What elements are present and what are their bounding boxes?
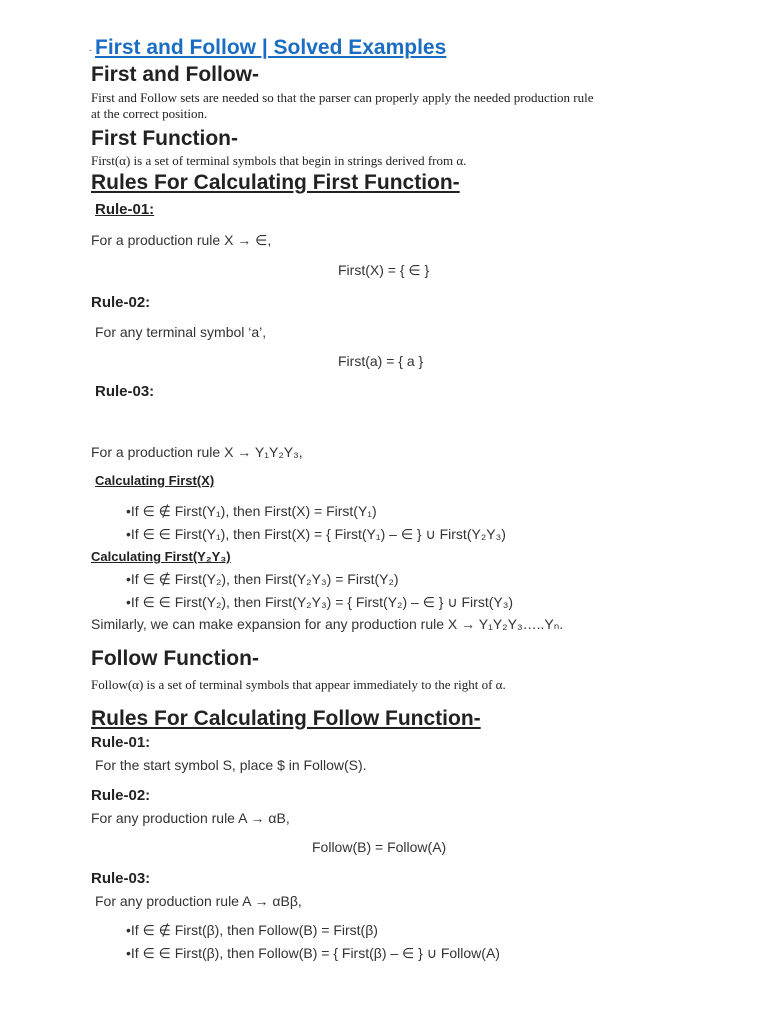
- first-function-definition: First(α) is a set of terminal symbols that begin in strings derived from α.: [91, 153, 467, 168]
- list-item-text: If ∈ ∈ First(Y₁), then First(X) = { First(Y₁) – ∈ } ∪ First(Y₂Y₃): [130, 526, 506, 542]
- first-rule-03-text: For a production rule X → Y₁Y₂Y₃,: [91, 444, 303, 460]
- title-dash: -: [89, 45, 92, 55]
- list-item-text: If ∈ ∉ First(Y₂), then First(Y₂Y₃) = First(Y₂): [130, 571, 399, 587]
- list-item: [126, 922, 378, 939]
- bullet-icon: •: [126, 922, 131, 938]
- follow-rule-02-label: Rule-02:: [91, 787, 151, 804]
- similarly-text: Similarly, we can make expansion for any production rule X → Y₁Y₂Y₃…..Yₙ.: [91, 616, 564, 632]
- list-item-text: If ∈ ∈ First(β), then Follow(B) = { First(β) – ∈ } ∪ Follow(A): [130, 945, 500, 961]
- follow-rule-03-text: For any production rule A → αBβ,: [95, 893, 302, 909]
- follow-rule-01-label: Rule-01:: [91, 734, 151, 751]
- list-item-text: If ∈ ∉ First(β), then Follow(B) = First(β): [130, 922, 378, 938]
- list-item-text: If ∈ ∈ First(Y₂), then First(Y₂Y₃) = { First(Y₂) – ∈ } ∪ First(Y₃): [130, 594, 514, 610]
- first-rule-03-label: Rule-03:: [95, 383, 155, 400]
- intro-heading: First and Follow-: [91, 63, 259, 86]
- first-rule-02-text: For any terminal symbol ‘a’,: [95, 324, 267, 340]
- follow-rule-03-label: Rule-03:: [91, 870, 151, 887]
- follow-rule-02-text: For any production rule A → αB,: [91, 810, 290, 826]
- list-item: [126, 503, 377, 520]
- list-item: [126, 526, 506, 543]
- list-item: [126, 571, 399, 588]
- follow-function-heading: Follow Function-: [91, 647, 259, 670]
- bullet-icon: •: [126, 571, 131, 587]
- bullet-icon: •: [126, 594, 131, 610]
- first-rule-01-label: Rule-01:: [95, 201, 155, 218]
- first-rule-02-label: Rule-02:: [91, 294, 151, 311]
- bullet-icon: •: [126, 945, 131, 961]
- bullet-icon: •: [126, 503, 131, 519]
- intro-text-line2: at the correct position.: [91, 106, 208, 121]
- follow-rule-01-text: For the start symbol S, place $ in Follow(S).: [95, 757, 367, 773]
- calculating-first-y2y3-label: Calculating First(Y₂Y₃): [91, 549, 231, 564]
- first-rule-01-result: First(X) = { ∈ }: [338, 262, 430, 278]
- page-title-link[interactable]: First and Follow | Solved Examples: [95, 36, 447, 59]
- follow-rule-02-result: Follow(B) = Follow(A): [312, 839, 447, 855]
- list-item: [126, 945, 500, 962]
- first-rules-heading: Rules For Calculating First Function-: [91, 171, 460, 194]
- intro-text-line1: First and Follow sets are needed so that the parser can properly apply the needed production rule: [91, 90, 594, 105]
- first-function-heading: First Function-: [91, 127, 238, 150]
- bullet-icon: •: [126, 526, 131, 542]
- follow-function-definition: Follow(α) is a set of terminal symbols that appear immediately to the right of α.: [91, 677, 506, 692]
- first-rule-01-text: For a production rule X → ∈,: [91, 232, 272, 248]
- list-item: [126, 594, 513, 611]
- follow-rules-heading: Rules For Calculating Follow Function-: [91, 707, 481, 730]
- first-rule-02-result: First(a) = { a }: [338, 353, 424, 369]
- calculating-first-x-label: Calculating First(X): [95, 473, 215, 488]
- list-item-text: If ∈ ∉ First(Y₁), then First(X) = First(Y₁): [130, 503, 377, 519]
